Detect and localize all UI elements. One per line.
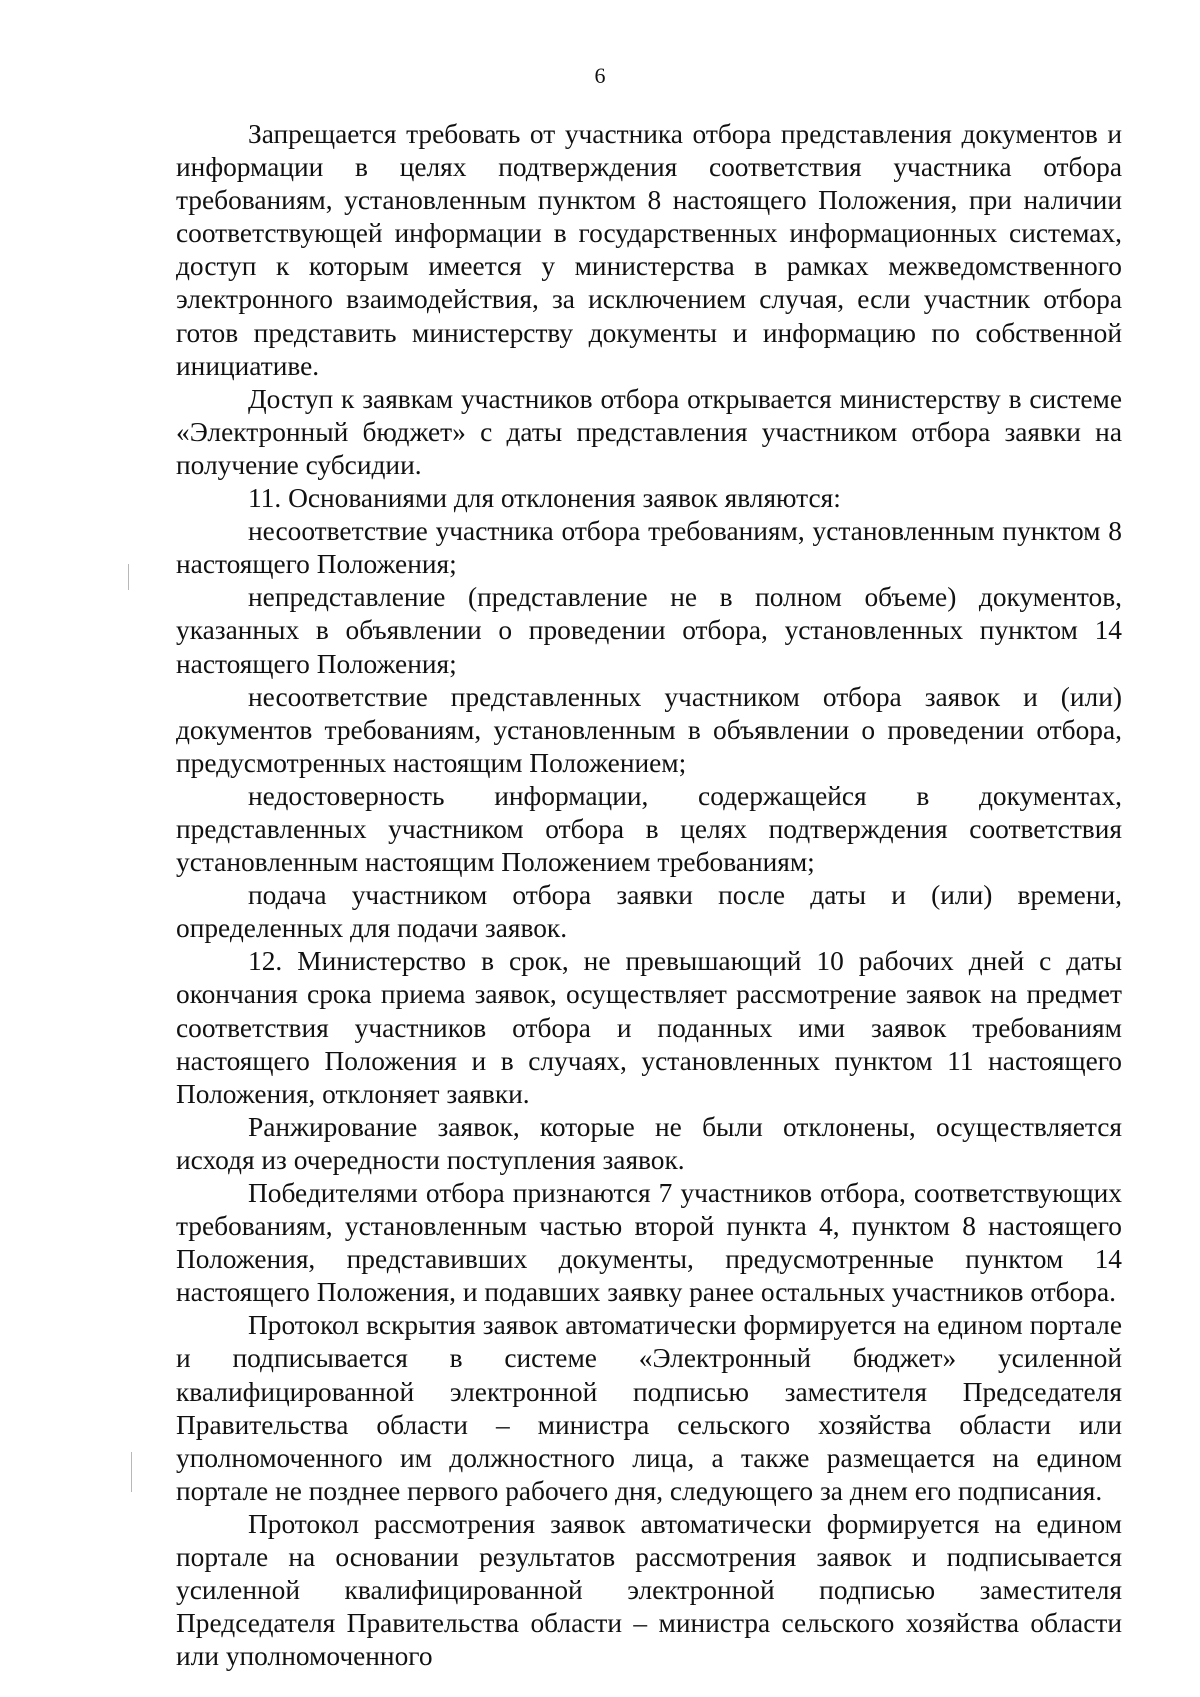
paragraph-section-11-heading: 11. Основаниями для отклонения заявок являются: bbox=[248, 483, 841, 514]
paragraph-rejection-ground-5: подача участником отбора заявки после даты и (или) времени, определенных для подачи заявок. bbox=[176, 880, 1122, 944]
paragraph-rejection-ground-2: непредставление (представление не в полном объеме) документов, указанных в объявлении о проведении отбора, установленных пунктом 14 настоящего Положения; bbox=[176, 582, 1122, 679]
paragraph-access-to-applications: Доступ к заявкам участников отбора открывается министерству в системе «Электронный бюджет» с даты представления участником отбора заявки на получение субсидии. bbox=[176, 383, 1122, 480]
document-body bbox=[176, 118, 1122, 1673]
paragraph-review-protocol: Протокол рассмотрения заявок автоматически формируется на едином портале на основании результатов рассмотрения заявок и подписывается усиленной квалифицированной электронной подписью заместителя Председателя Правительства области – министра сельского хозяйства области или уполномоченного bbox=[176, 1508, 1122, 1672]
paragraph-winners: Победителями отбора признаются 7 участников отбора, соответствующих требованиям, установленным частью второй пункта 4, пунктом 8 настоящего Положения, представивших документы, предусмотренные пунктом 14 настоящего Положения, и подавших заявку ранее остальных участников отбора. bbox=[176, 1178, 1122, 1308]
scan-artifact-line bbox=[131, 1452, 132, 1492]
paragraph-ranking: Ранжирование заявок, которые не были отклонены, осуществляется исходя из очередности поступления заявок. bbox=[176, 1111, 1122, 1175]
scan-artifact-line bbox=[128, 564, 129, 590]
paragraph-rejection-ground-4: недостоверность информации, содержащейся в документах, представленных участником отбора в целях подтверждения соответствия установленным настоящим Положением требованиям; bbox=[176, 780, 1122, 878]
page-number: 6 bbox=[594, 63, 606, 88]
paragraph-rejection-ground-3: несоответствие представленных участником отбора заявок и (или) документов требованиям, установленным в объявлении о проведении отбора, предусмотренных настоящим Положением; bbox=[176, 681, 1122, 778]
paragraph-section-12: 12. Министерство в срок, не превышающий 10 рабочих дней с даты окончания срока приема заявок, осуществляет рассмотрение заявок на предмет соответствия участников отбора и поданных ими заявок требованиям настоящего Положения и в случаях, установленных пунктом 11 настоящего Положения, отклоняет заявки. bbox=[176, 946, 1122, 1109]
paragraph-rejection-ground-1: несоответствие участника отбора требованиям, установленным пунктом 8 настоящего Положения; bbox=[176, 516, 1122, 580]
paragraph-opening-protocol: Протокол вскрытия заявок автоматически формируется на едином портале и подписывается в системе «Электронный бюджет» усиленной квалифицированной электронной подписью заместителя Председателя Правительства области – министра сельского хозяйства области или уполномоченного им должностного лица, а также размещается на едином портале не позднее первого рабочего дня, следующего за днем его подписания. bbox=[176, 1310, 1122, 1506]
paragraph-documents-request-prohibition: Запрещается требовать от участника отбора представления документов и информации в целях подтверждения соответствия участника отбора требованиям, установленным пунктом 8 настоящего Положения, при наличии соответствующей информации в государственных информационных системах, доступ к которым имеется у министерства в рамках межведомственного электронного взаимодействия, за исключением случая, если участник отбора готов представить министерству документы и информацию по собственной инициативе. bbox=[176, 119, 1122, 381]
